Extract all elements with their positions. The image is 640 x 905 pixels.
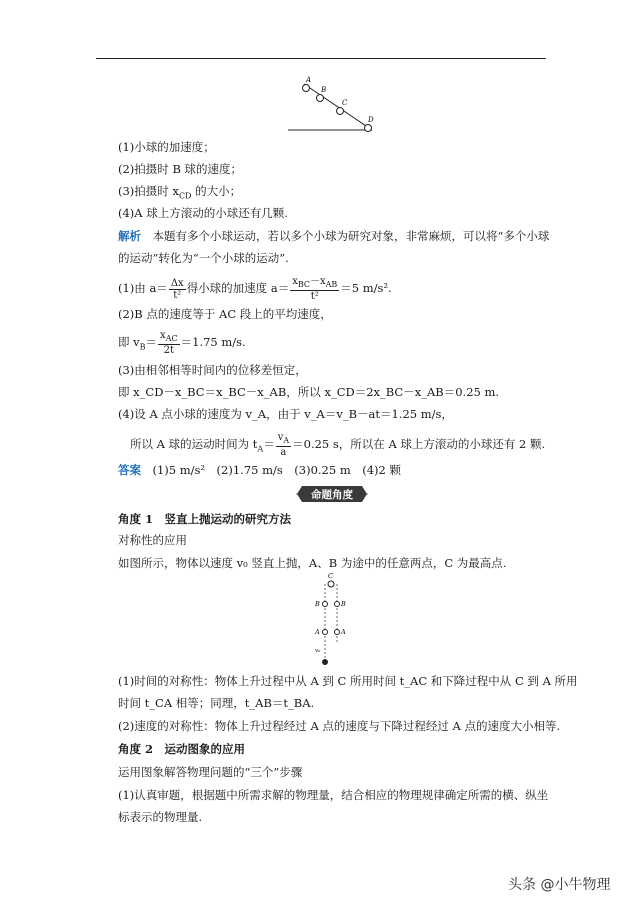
step-3a: (3)由相邻相等时间内的位移差恒定， [118, 363, 307, 377]
step-1: (1)由 a＝ $\frac{\Delta x}{\text{t²}}$ 得小球的加速度 a＝ $\frac{x_{BC}-x_{AB}}{\text{t²}}$ ＝5 m/s². [118, 276, 392, 302]
angle1-intro: 如图所示，物体以速度 v₀ 竖直上抛，A、B 为途中的任意两点，C 为最高点. [118, 556, 507, 570]
angle2-p1a: (1)认真审题，根据题中所需求解的物理量，结合相应的物理规律确定所需的横、纵坐 [118, 788, 549, 802]
step-2b: 即 $v_B=$ $\frac{x_{AC}}{2t}$ ＝1.75 m/s. [118, 330, 246, 356]
angle2-sub: 运用图象解答物理问题的“三个”步骤 [118, 765, 303, 779]
label-b: B [321, 86, 327, 94]
step-4a: (4)设 A 点小球的速度为 v_A，由于 v_A＝v_B－at＝1.25 m/s， [118, 407, 453, 421]
label-d: D [368, 116, 374, 124]
answer-label: 答案 [118, 463, 141, 477]
fig-label-v0: v₀ [315, 648, 321, 654]
fig-label-c: C [328, 572, 333, 580]
fig-label-b-left: B [315, 600, 320, 608]
question-4: (4)A 球上方滚动的小球还有几颗. [118, 206, 288, 220]
label-c: C [342, 99, 348, 107]
analysis-line-2: 的运动”转化为“一个小球的运动”. [118, 251, 289, 265]
angle2-p1b: 标表示的物理量. [118, 810, 203, 824]
angle1-p1a: (1)时间的对称性：物体上升过程中从 A 到 C 所用时间 t_AC 和下降过程中从 C 到 A 所用 [118, 674, 578, 688]
watermark: 头条 @小牛物理 [508, 877, 611, 893]
fig-label-a-left: A [315, 628, 320, 636]
step-3b: 即 x_CD－x_BC＝x_BC－x_AB，所以 x_CD＝2x_BC－x_AB＝0.25 m. [118, 385, 500, 399]
incline-figure [282, 74, 382, 136]
badge-text: 命题角度 [311, 489, 353, 501]
fig-label-b-right: B [341, 600, 346, 608]
angle2-title: 角度 2 运动图象的应用 [118, 742, 246, 756]
topic-badge [296, 485, 368, 503]
step-4b: 所以 A 球的运动时间为 $t_A=$ $\frac{v_A}{a}$ ＝0.25 s，所以在 A 球上方滚动的小球还有 2 颗. [130, 432, 546, 458]
step-2a: (2)B 点的速度等于 AC 段上的平均速度， [118, 307, 332, 321]
analysis-line-1: 解析 本题有多个小球运动，若以多个小球为研究对象，非常麻烦，可以将“多个小球 [118, 229, 550, 243]
answer-line: 答案 (1)5 m/s² (2)1.75 m/s (3)0.25 m (4)2 颗 [118, 463, 402, 477]
fig-label-a-right: A [341, 628, 346, 636]
question-1: (1)小球的加速度； [118, 140, 215, 154]
question-2: (2)拍摄时 B 球的速度； [118, 162, 243, 176]
vertical-throw-figure [306, 572, 356, 668]
angle1-p1b: 时间 t_CA 相等；同理，t_AB＝t_BA. [118, 696, 315, 710]
analysis-label: 解析 [118, 229, 141, 243]
angle1-title: 角度 1 竖直上抛运动的研究方法 [118, 512, 292, 526]
question-3: (3)拍摄时 $x_{CD}$ 的大小； [118, 184, 242, 201]
label-a: A [306, 76, 312, 84]
header-rule [96, 58, 546, 59]
angle1-p2: (2)速度的对称性：物体上升过程经过 A 点的速度与下降过程经过 A 点的速度大小相等. [118, 719, 561, 733]
angle1-sub: 对称性的应用 [118, 533, 187, 547]
